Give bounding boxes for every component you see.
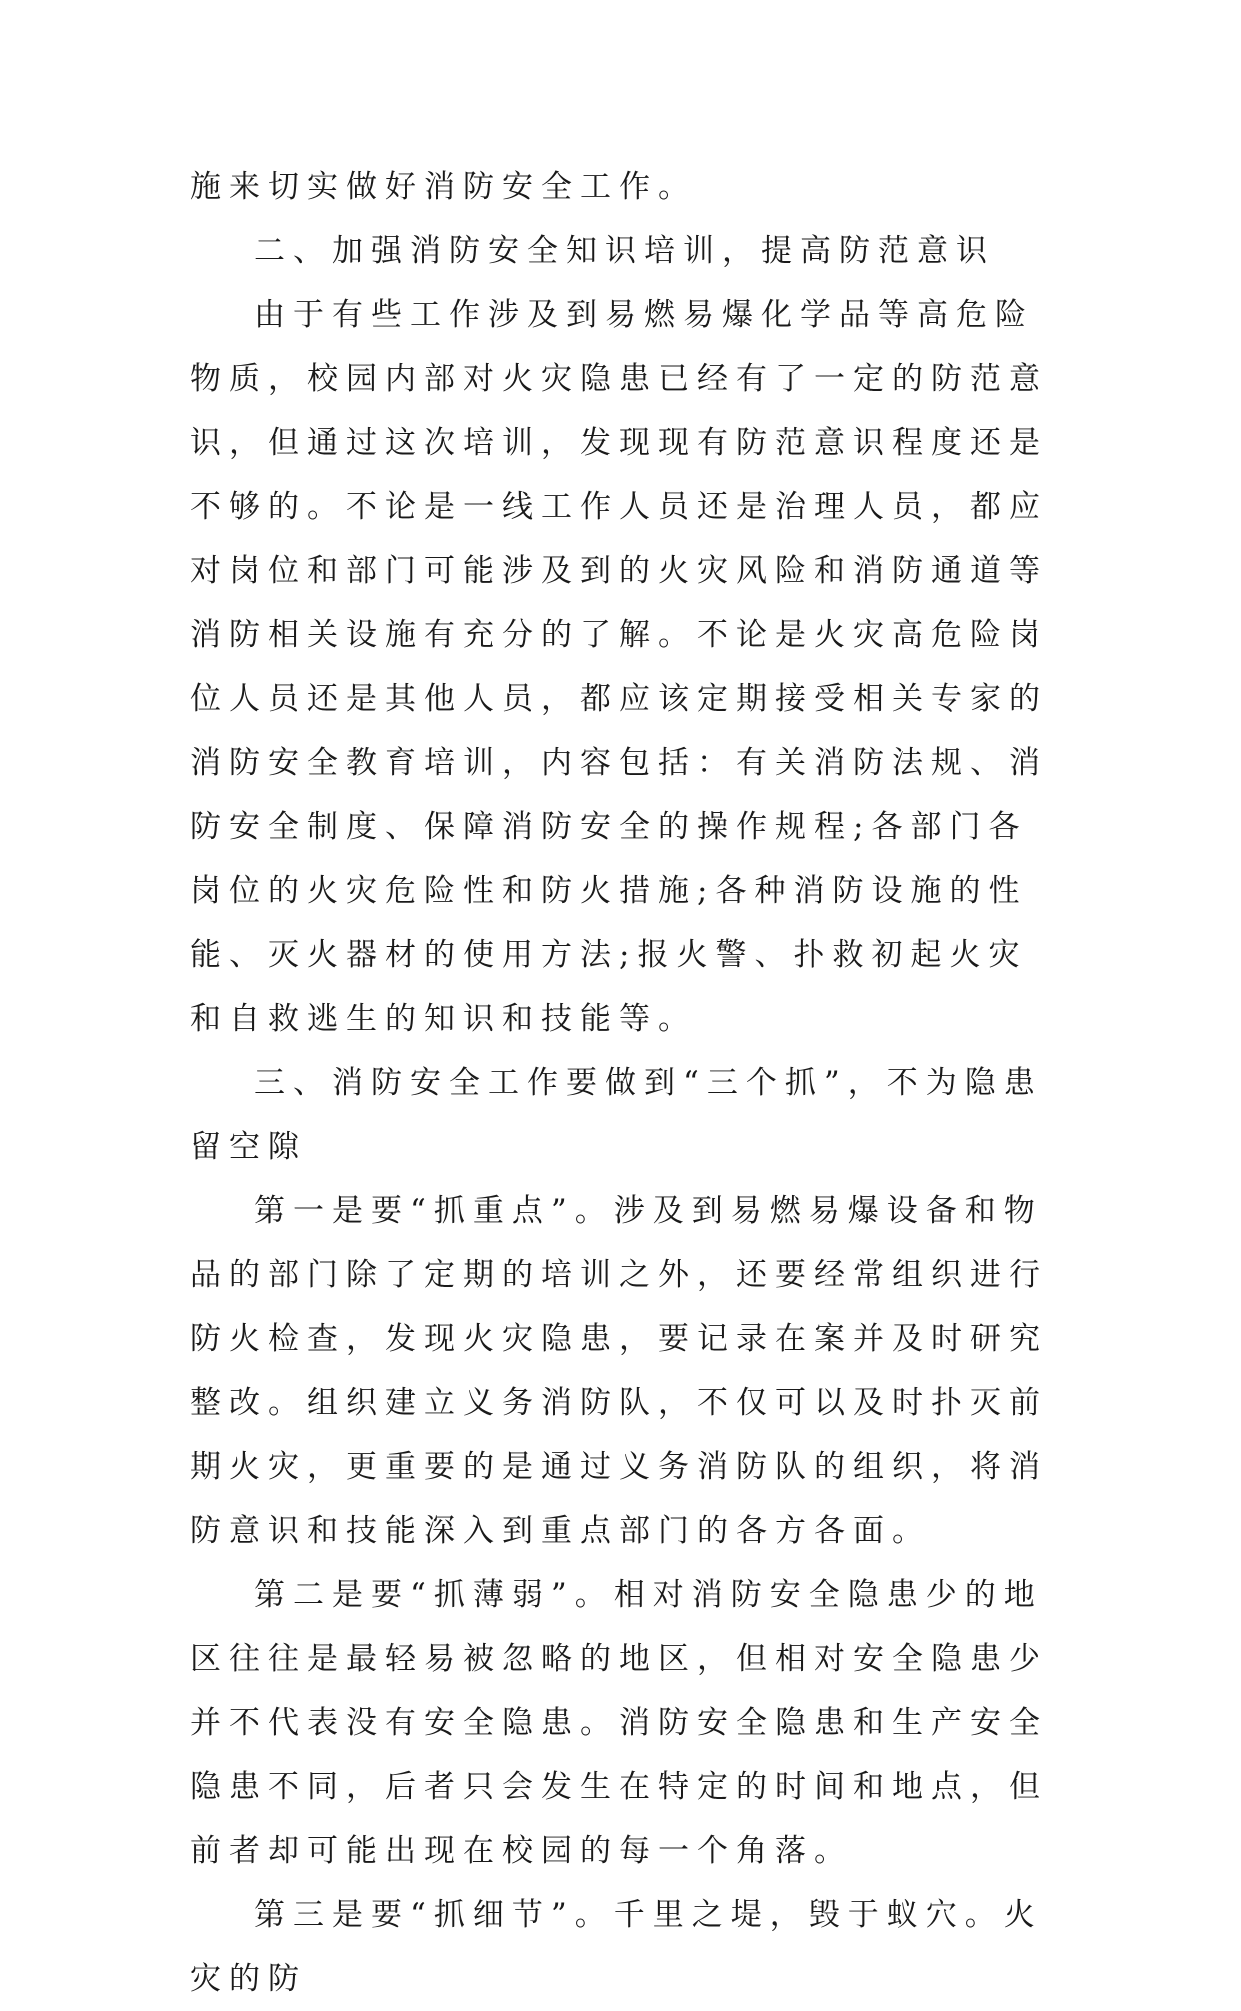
- document-body: [190, 155, 1060, 2011]
- section-heading-2: 二、加强消防安全知识培训，提高防范意识: [254, 233, 995, 269]
- section-heading-3: 三、消防安全工作要做到“三个抓”，不为隐患留空隙: [190, 1065, 1043, 1165]
- paragraph-continuation: 施来切实做好消防安全工作。: [190, 169, 697, 205]
- paragraph-focus-key: 第一是要“抓重点”。涉及到易燃易爆设备和物品的部门除了定期的培训之外，还要经常组织进行防火检查，发现火灾隐患，要记录在案并及时研究整改。组织建立义务消防队，不仅可以及时扑灭前期火灾，更重要的是通过义务消防队的组织，将消防意识和技能深入到重点部门的各方各面。: [190, 1193, 1048, 1549]
- paragraph-focus-detail: 第三是要“抓细节”。千里之堤，毁于蚁穴。火灾的防: [190, 1897, 1043, 1997]
- paragraph-focus-weak: 第二是要“抓薄弱”。相对消防安全隐患少的地区往往是最轻易被忽略的地区，但相对安全隐患少并不代表没有安全隐患。消防安全隐患和生产安全隐患不同，后者只会发生在特定的时间和地点，但前者却可能出现在校园的每一个角落。: [190, 1577, 1048, 1869]
- paragraph-training: 由于有些工作涉及到易燃易爆化学品等高危险物质，校园内部对火灾隐患已经有了一定的防范意识，但通过这次培训，发现现有防范意识程度还是不够的。不论是一线工作人员还是治理人员，都应对岗位和部门可能涉及到的火灾风险和消防通道等消防相关设施有充分的了解。不论是火灾高危险岗位人员还是其他人员，都应该定期接受相关专家的消防安全教育培训，内容包括：有关消防法规、消防安全制度、保障消防安全的操作规程;各部门各岗位的火灾危险性和防火措施;各种消防设施的性能、灭火器材的使用方法;报火警、扑救初起火灾和自救逃生的知识和技能等。: [190, 297, 1048, 1037]
